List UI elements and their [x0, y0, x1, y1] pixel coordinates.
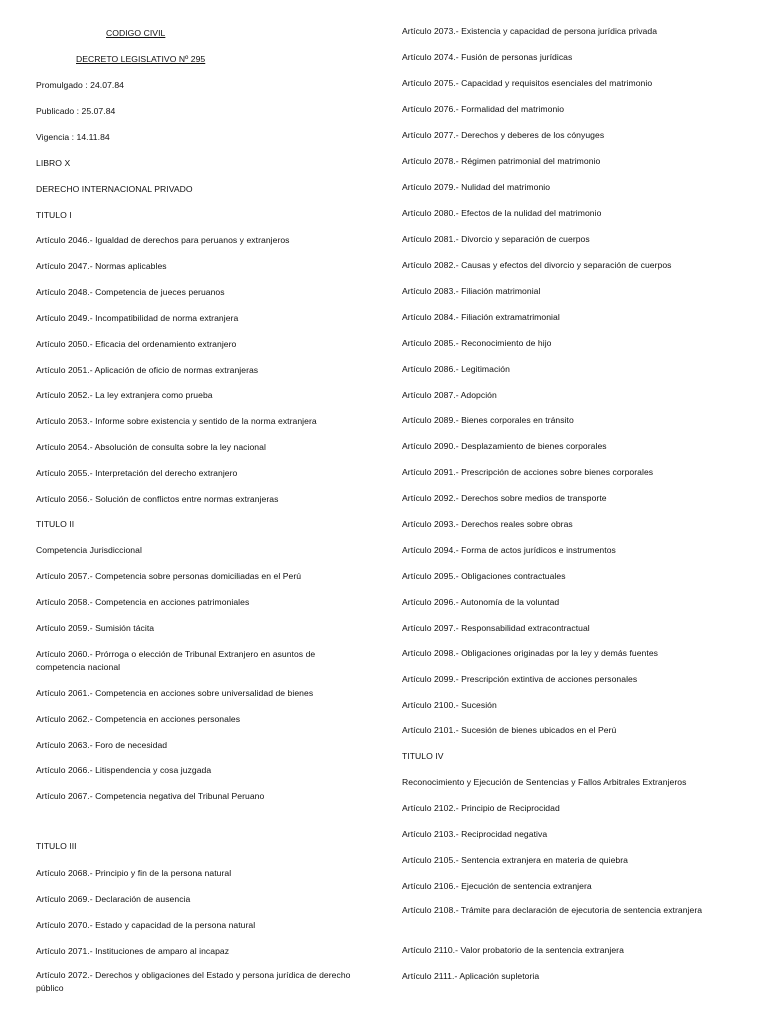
article-entry: Artículo 2055.- Interpretación del derecho extranjero — [36, 468, 238, 478]
section-heading: TITULO III — [36, 841, 77, 851]
article-entry: Artículo 2074.- Fusión de personas jurídicas — [402, 52, 573, 62]
article-entry: Artículo 2050.- Eficacia del ordenamiento extranjero — [36, 339, 237, 349]
article-entry: Artículo 2056.- Solución de conflictos entre normas extranjeras — [36, 494, 279, 504]
article-entry: Artículo 2110.- Valor probatorio de la sentencia extranjera — [402, 945, 624, 955]
article-entry: Artículo 2082.- Causas y efectos del divorcio y separación de cuerpos — [402, 260, 672, 270]
article-entry: Artículo 2100.- Sucesión — [402, 700, 497, 710]
article-entry: Artículo 2058.- Competencia en acciones patrimoniales — [36, 597, 250, 607]
article-entry: Artículo 2095.- Obligaciones contractuales — [402, 571, 566, 581]
article-entry: Artículo 2103.- Reciprocidad negativa — [402, 829, 548, 839]
article-entry: Artículo 2089.- Bienes corporales en tránsito — [402, 415, 574, 425]
article-entry: Artículo 2076.- Formalidad del matrimonio — [402, 104, 565, 114]
article-entry: Artículo 2092.- Derechos sobre medios de transporte — [402, 493, 607, 503]
article-entry: Artículo 2066.- Litispendencia y cosa juzgada — [36, 765, 212, 775]
article-entry: Artículo 2094.- Forma de actos jurídicos e instrumentos — [402, 545, 616, 555]
article-entry: Artículo 2084.- Filiación extramatrimonial — [402, 312, 560, 322]
article-entry: Artículo 2059.- Sumisión tácita — [36, 623, 155, 633]
section-heading: Competencia Jurisdiccional — [36, 545, 142, 555]
article-entry: Artículo 2087.- Adopción — [402, 390, 497, 400]
article-entry: Artículo 2097.- Responsabilidad extracontractual — [402, 623, 590, 633]
article-entry: Artículo 2049.- Incompatibilidad de norma extranjera — [36, 313, 239, 323]
section-heading: Publicado : 25.07.84 — [36, 106, 116, 116]
section-heading: LIBRO X — [36, 158, 71, 168]
section-heading: TITULO IV — [402, 751, 444, 761]
article-entry: Artículo 2075.- Capacidad y requisitos esenciales del matrimonio — [402, 78, 653, 88]
article-entry: Artículo 2108.- Trámite para declaración de ejecutoria de sentencia extranjera — [402, 905, 703, 915]
article-entry: Artículo 2052.- La ley extranjera como prueba — [36, 390, 213, 400]
article-entry: Artículo 2101.- Sucesión de bienes ubicados en el Perú — [402, 725, 617, 735]
article-entry: Artículo 2070.- Estado y capacidad de la persona natural — [36, 920, 256, 930]
section-heading: Reconocimiento y Ejecución de Sentencias y Fallos Arbitrales Extranjeros — [402, 777, 687, 787]
section-heading: Vigencia : 14.11.84 — [36, 132, 110, 142]
article-entry: Artículo 2111.- Aplicación supletoria — [402, 971, 540, 981]
section-heading: TITULO I — [36, 210, 72, 220]
article-entry: Artículo 2054.- Absolución de consulta sobre la ley nacional — [36, 442, 266, 452]
article-entry: Artículo 2057.- Competencia sobre personas domiciliadas en el Perú — [36, 571, 302, 581]
article-entry: Artículo 2078.- Régimen patrimonial del matrimonio — [402, 156, 601, 166]
section-heading: TITULO II — [36, 519, 75, 529]
article-entry: Artículo 2046.- Igualdad de derechos para peruanos y extranjeros — [36, 235, 290, 245]
article-entry: Artículo 2091.- Prescripción de acciones sobre bienes corporales — [402, 467, 654, 477]
article-entry: Artículo 2096.- Autonomía de la voluntad — [402, 597, 560, 607]
article-entry: Artículo 2047.- Normas aplicables — [36, 261, 167, 271]
article-entry: Artículo 2093.- Derechos reales sobre obras — [402, 519, 573, 529]
article-entry: Artículo 2083.- Filiación matrimonial — [402, 286, 541, 296]
article-entry: Artículo 2062.- Competencia en acciones personales — [36, 714, 241, 724]
document-heading: DECRETO LEGISLATIVO Nº 295 — [76, 54, 206, 64]
article-entry: Artículo 2099.- Prescripción extintiva de acciones personales — [402, 674, 638, 684]
article-entry: Artículo 2069.- Declaración de ausencia — [36, 894, 191, 904]
article-entry: Artículo 2063.- Foro de necesidad — [36, 740, 168, 750]
article-entry: Artículo 2090.- Desplazamiento de bienes corporales — [402, 441, 607, 451]
article-entry: Artículo 2098.- Obligaciones originadas por la ley y demás fuentes — [402, 648, 659, 658]
article-entry: Artículo 2060.- Prórroga o elección de Tribunal Extranjero en asuntos de competencia nacional — [36, 649, 316, 672]
article-entry: Artículo 2085.- Reconocimiento de hijo — [402, 338, 552, 348]
article-entry: Artículo 2051.- Aplicación de oficio de normas extranjeras — [36, 365, 259, 375]
article-entry: Artículo 2081.- Divorcio y separación de cuerpos — [402, 234, 590, 244]
article-entry: Artículo 2067.- Competencia negativa del Tribunal Peruano — [36, 791, 265, 801]
article-entry: Artículo 2053.- Informe sobre existencia y sentido de la norma extranjera — [36, 416, 317, 426]
article-entry: Artículo 2068.- Principio y fin de la persona natural — [36, 868, 232, 878]
article-entry: Artículo 2077.- Derechos y deberes de los cónyuges — [402, 130, 605, 140]
article-entry: Artículo 2080.- Efectos de la nulidad del matrimonio — [402, 208, 602, 218]
article-entry: Artículo 2048.- Competencia de jueces peruanos — [36, 287, 225, 297]
article-entry: Artículo 2073.- Existencia y capacidad de persona jurídica privada — [402, 26, 658, 36]
section-heading: Promulgado : 24.07.84 — [36, 80, 125, 90]
article-entry: Artículo 2102.- Principio de Reciprocidad — [402, 803, 560, 813]
article-entry: Artículo 2061.- Competencia en acciones sobre universalidad de bienes — [36, 688, 314, 698]
article-entry: Artículo 2079.- Nulidad del matrimonio — [402, 182, 551, 192]
article-entry: Artículo 2071.- Instituciones de amparo al incapaz — [36, 946, 230, 956]
article-entry: Artículo 2105.- Sentencia extranjera en materia de quiebra — [402, 855, 628, 865]
article-entry: Artículo 2086.- Legitimación — [402, 364, 510, 374]
article-entry: Artículo 2072.- Derechos y obligaciones del Estado y persona jurídica de derecho público — [36, 970, 351, 993]
article-entry: Artículo 2106.- Ejecución de sentencia extranjera — [402, 881, 592, 891]
section-heading: DERECHO INTERNACIONAL PRIVADO — [36, 184, 193, 194]
document-heading: CODIGO CIVIL — [106, 28, 166, 38]
